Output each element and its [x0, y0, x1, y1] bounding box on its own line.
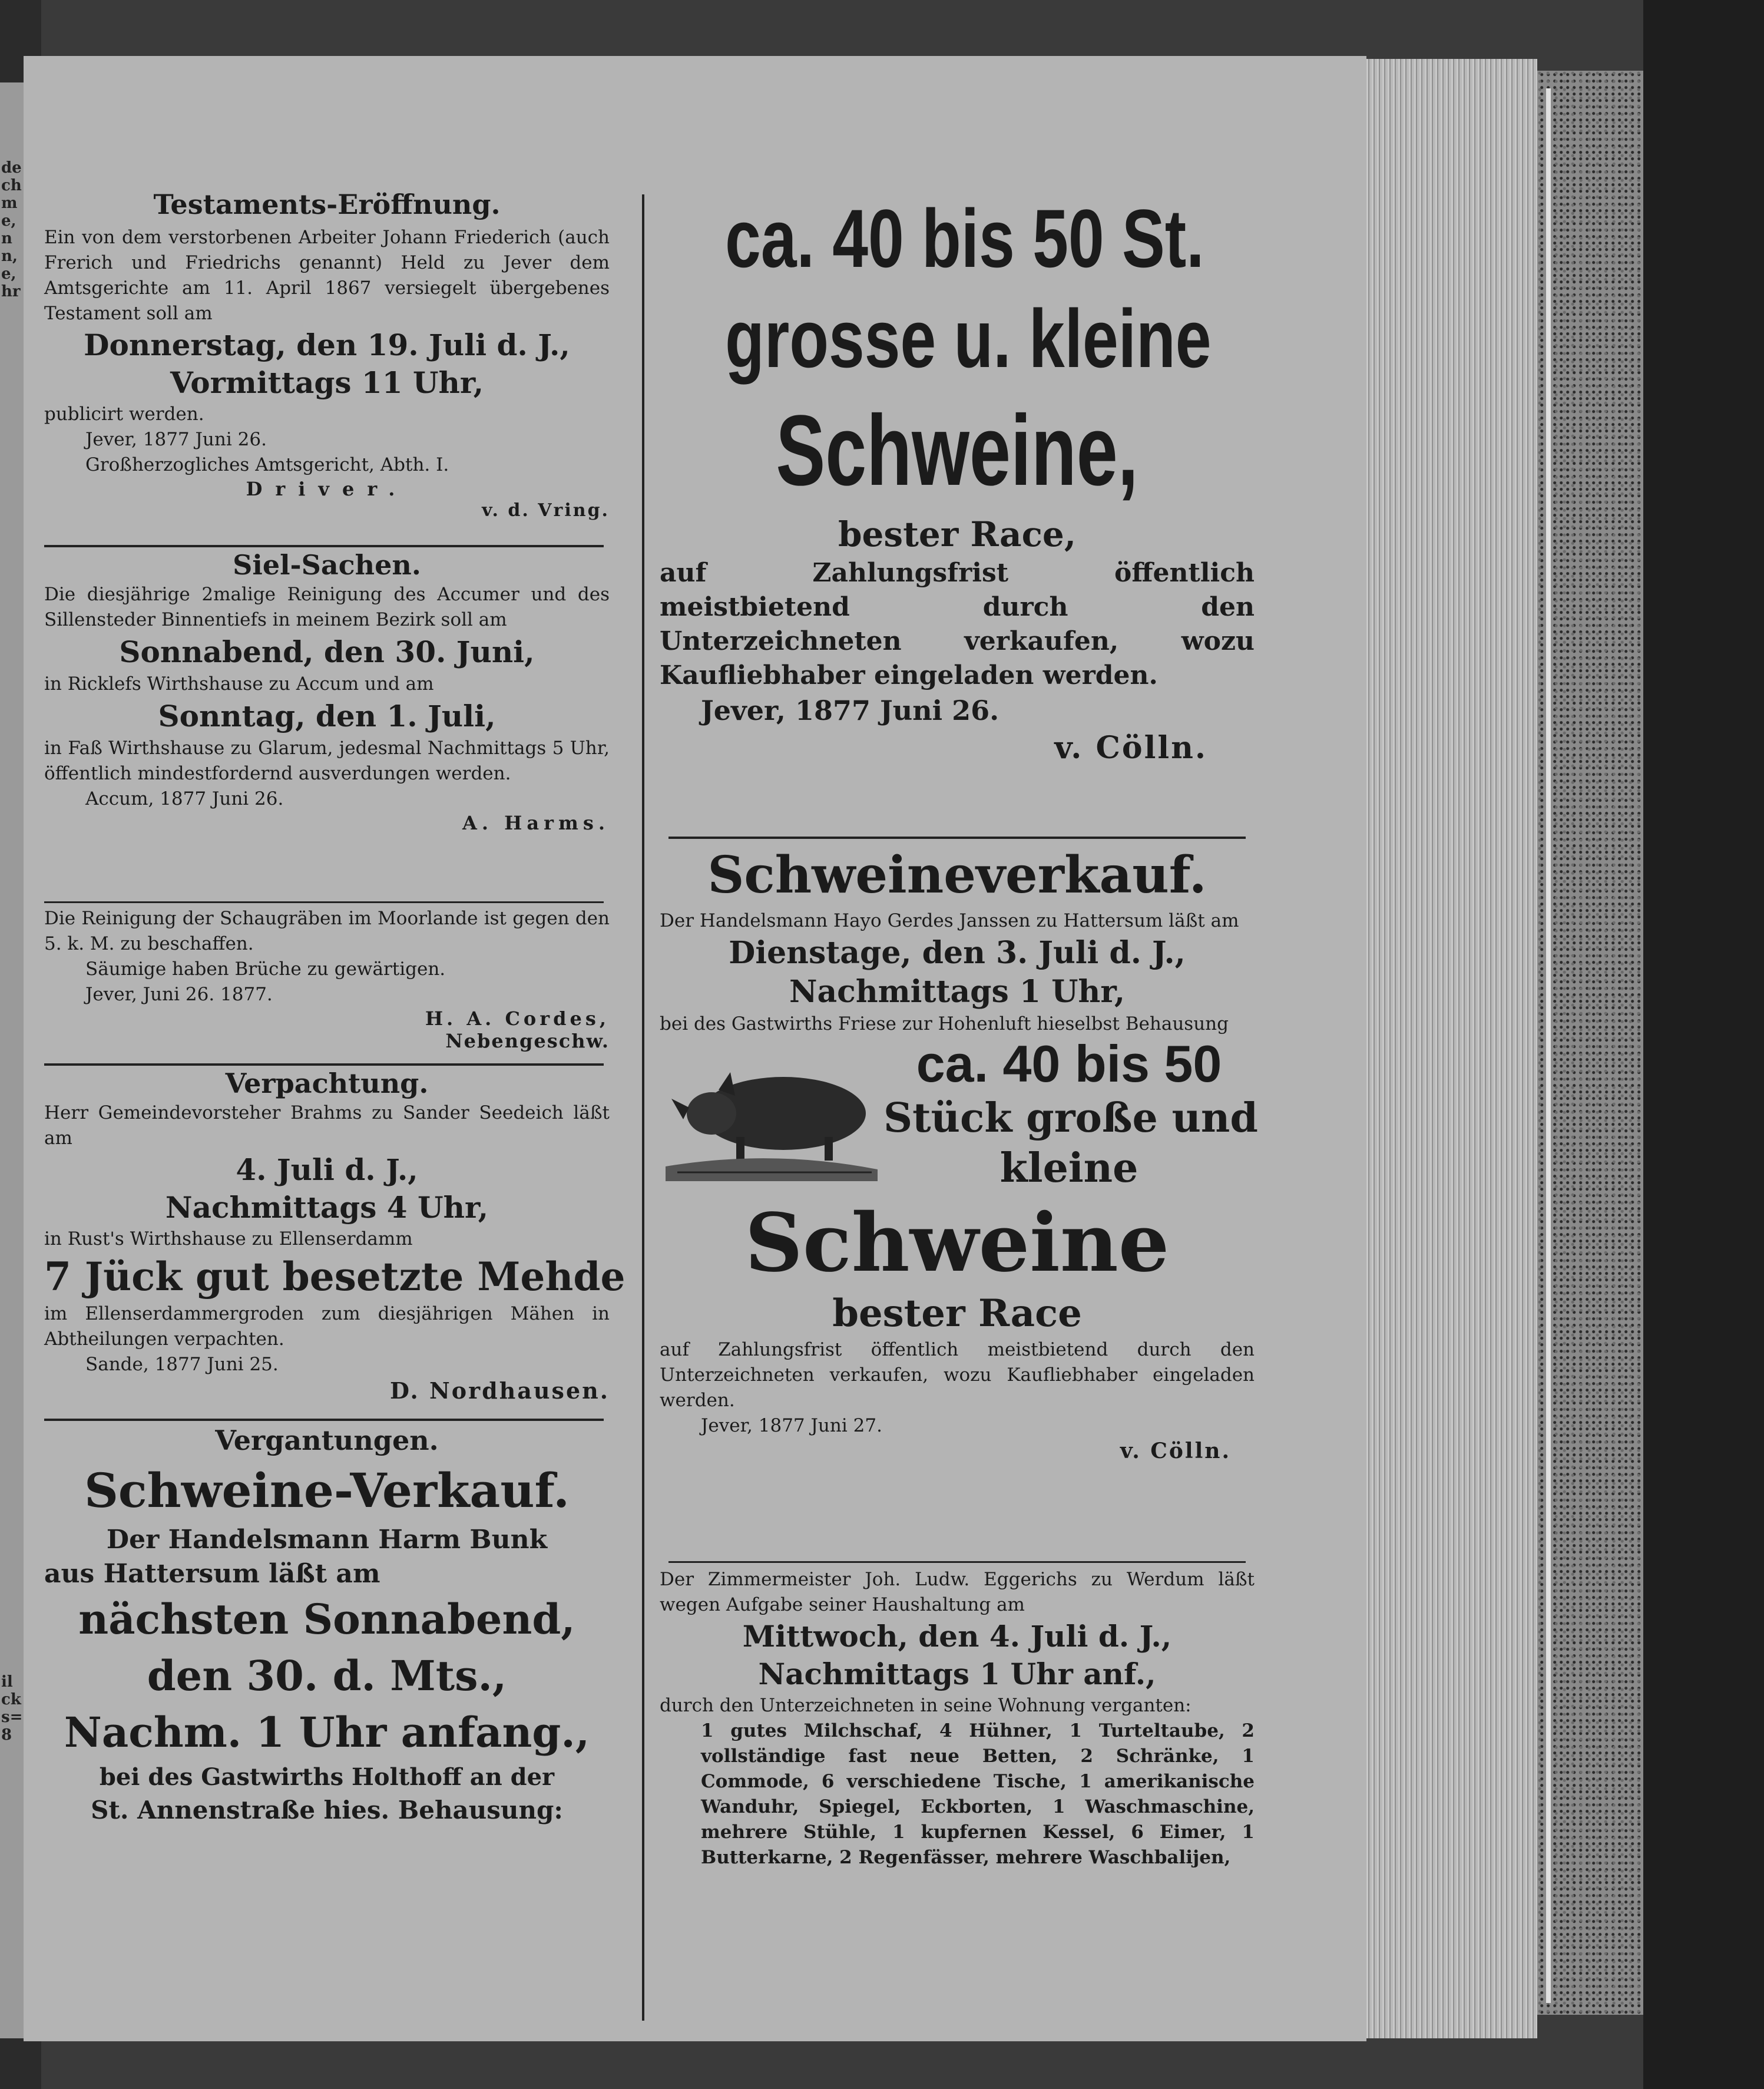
ad-location: in Ricklefs Wirthshause zu Accum und am	[44, 673, 434, 695]
ad-date-2: Sonntag, den 1. Juli,	[158, 699, 496, 733]
ad-signature-2: Nebengeschw.	[445, 1030, 610, 1052]
ad-body: Herr Gemeindevorsteher Brahms zu Sander Seedeich läßt am	[44, 1102, 610, 1149]
ad-date: Dienstage, den 3. Juli d. J.,	[729, 935, 1186, 971]
ad-time: Nachm. 1 Uhr anfang.,	[64, 1708, 590, 1757]
ad-count: ca. 40 bis 50	[916, 1034, 1222, 1093]
ad-body-2: durch den Unterzeichneten in seine Wohnung verganten:	[660, 1695, 1192, 1716]
ad-location-2: in Faß Wirthshause zu Glarum, jedesmal Nachmittags 5 Uhr, öffentlich mindestfordernd ausverdungen werden.	[44, 738, 610, 784]
previous-page-edge	[0, 82, 24, 2038]
divider	[44, 1419, 604, 1421]
divider	[668, 1561, 1246, 1563]
ad-body: Der Zimmermeister Joh. Ludw. Eggerichs zu Werdum läßt wegen Aufgabe seiner Haushaltung am	[660, 1569, 1255, 1615]
ad-signature: D. Nordhausen.	[389, 1377, 610, 1404]
ad-body: Ein von dem verstorbenen Arbeiter Johann Friederich (auch Frerich und Friedrichs genannt) Held zu Jever dem Amtsgerichte am 11. April 1867 versiegelt übergebenes Testament soll am	[44, 227, 610, 324]
ad-body-2: auf Zahlungsfrist öffentlich meistbietend durch den Unterzeichneten verkaufen, wozu Kaufliebhaber eingeladen werden.	[660, 1339, 1255, 1411]
ad-siel-sachen	[44, 548, 610, 834]
ad-body-2: im Ellenserdammergroden zum diesjährigen Mähen in Abtheilungen verpachten.	[44, 1303, 610, 1350]
ad-verpachtung	[44, 1066, 625, 1404]
ad-body: Der Handelsmann Hayo Gerdes Janssen zu Hattersum läßt am	[660, 910, 1239, 931]
ad-date: Donnerstag, den 19. Juli d. J.,	[84, 328, 570, 362]
ad-body: Die diesjährige 2malige Reinigung des Accumer und des Sillensteder Binnentiefs in meinem Bezirk soll am	[44, 584, 610, 630]
ad-signature: A. Harms.	[462, 812, 610, 834]
ad-subheadline: bester Race,	[838, 514, 1077, 554]
margin-fragment-top: de ch m e, n n, e, hr	[1, 159, 22, 300]
column-divider	[642, 194, 644, 2021]
book-page-edges	[1366, 59, 1537, 2038]
ad-vergantungen	[44, 1423, 610, 1827]
ad-count-3: kleine	[1000, 1145, 1139, 1192]
cover-spine-line	[1546, 88, 1551, 2003]
ad-title: Testaments-Eröffnung.	[153, 189, 501, 220]
ad-testament	[44, 187, 610, 521]
ad-body: auf Zahlungsfrist öffentlich meistbietend durch den Unterzeichneten verkaufen, wozu Kaufliebhaber eingeladen werden.	[660, 558, 1255, 690]
ad-location: bei des Gastwirths Holthoff an der	[99, 1763, 555, 1791]
ad-headline-3: Schweine,	[776, 395, 1139, 507]
ad-place-date: Jever, 1877 Juni 26.	[85, 429, 267, 450]
ad-schweine-1	[660, 189, 1255, 768]
ad-date: Sonnabend, den 30. Juni,	[119, 634, 535, 669]
ad-text: Säumige haben Brüche zu gewärtigen.	[85, 958, 446, 980]
ad-signature: Driver.	[246, 478, 408, 500]
ad-location: bei des Gastwirths Friese zur Hohenluft hieselbst Behausung	[660, 1013, 1229, 1034]
ad-headline: 7 Jück gut besetzte Mehde	[44, 1254, 625, 1300]
ad-date: 4. Juli d. J.,	[236, 1152, 418, 1187]
ad-schweine-2	[660, 842, 1258, 1463]
ad-item-list: 1 gutes Milchschaf, 4 Hühner, 1 Turteltaube, 2 vollständige fast neue Betten, 2 Schränke, 1 Commode, 6 verschiedene Tische, 1 amerikanische Wanduhr, Spiegel, Eckborten, 1 Waschmaschine, mehrere Stühle, 1 kupfernen Kessel, 6 Eimer, 1 Butterkarne, 2 Regenfässer, mehrere Waschbalijen,	[701, 1720, 1255, 1868]
ad-place-date: Jever, 1877 Juni 26.	[701, 695, 1000, 726]
ad-place-date: Accum, 1877 Juni 26.	[85, 788, 284, 809]
ad-subheadline: bester Race	[832, 1291, 1082, 1336]
ad-body: Die Reinigung der Schaugräben im Moorlande ist gegen den 5. k. M. zu beschaffen.	[44, 908, 610, 954]
ad-signature-2: v. d. Vring.	[482, 500, 610, 521]
ad-time: Nachmittags 1 Uhr,	[789, 974, 1126, 1010]
ad-place-date: Jever, Juni 26. 1877.	[85, 984, 273, 1005]
ad-signature: v. Cölln.	[1054, 730, 1207, 766]
ad-big-headline: Schweine	[744, 1196, 1170, 1290]
ad-text: Der Handelsmann Harm Bunk	[106, 1525, 548, 1555]
ad-date-2: den 30. d. Mts.,	[147, 1651, 507, 1700]
pig-illustration	[666, 1049, 883, 1184]
ad-headline: Schweineverkauf.	[707, 845, 1207, 905]
book-cover-board	[1537, 71, 1643, 2015]
ad-headline: ca. 40 bis 50 St.	[725, 192, 1204, 285]
background-right	[1643, 0, 1764, 2089]
ad-text: publicirt werden.	[44, 404, 204, 425]
ad-place-date: Sande, 1877 Juni 25.	[85, 1354, 279, 1375]
divider	[44, 901, 604, 903]
divider	[44, 545, 604, 547]
ad-time: Nachmittags 4 Uhr,	[165, 1190, 489, 1225]
ad-time: Nachmittags 1 Uhr anf.,	[758, 1657, 1156, 1691]
ad-title: Verpachtung.	[225, 1067, 429, 1099]
margin-fragment-bottom: il ck s= 8	[1, 1673, 23, 1744]
ad-illustration-block	[660, 1034, 1258, 1196]
ad-text-2: aus Hattersum läßt am	[44, 1559, 380, 1589]
ad-headline-2: grosse u. kleine	[725, 292, 1212, 385]
ad-schaugraben	[44, 906, 610, 1052]
ad-signature: v. Cölln.	[1120, 1439, 1231, 1463]
ad-court: Großherzogliches Amtsgericht, Abth. I.	[85, 454, 449, 475]
divider	[668, 837, 1246, 839]
ad-signature: H. A. Cordes,	[425, 1007, 610, 1030]
ad-location: in Rust's Wirthshause zu Ellenserdamm	[44, 1228, 413, 1250]
divider	[44, 1063, 604, 1066]
ad-count-2: Stück große und	[883, 1095, 1258, 1142]
ad-headline: Schweine-Verkauf.	[84, 1463, 570, 1518]
ad-eggerichs	[660, 1567, 1255, 1870]
ad-title: Siel-Sachen.	[233, 549, 421, 581]
ad-date: Mittwoch, den 4. Juli d. J.,	[742, 1619, 1172, 1654]
ad-place-date: Jever, 1877 Juni 27.	[701, 1415, 882, 1436]
ad-location-2: St. Annenstraße hies. Behausung:	[91, 1796, 563, 1824]
ad-time: Vormittags 11 Uhr,	[170, 365, 484, 400]
ad-date: nächsten Sonnabend,	[78, 1595, 575, 1644]
section-title: Vergantungen.	[215, 1424, 439, 1456]
